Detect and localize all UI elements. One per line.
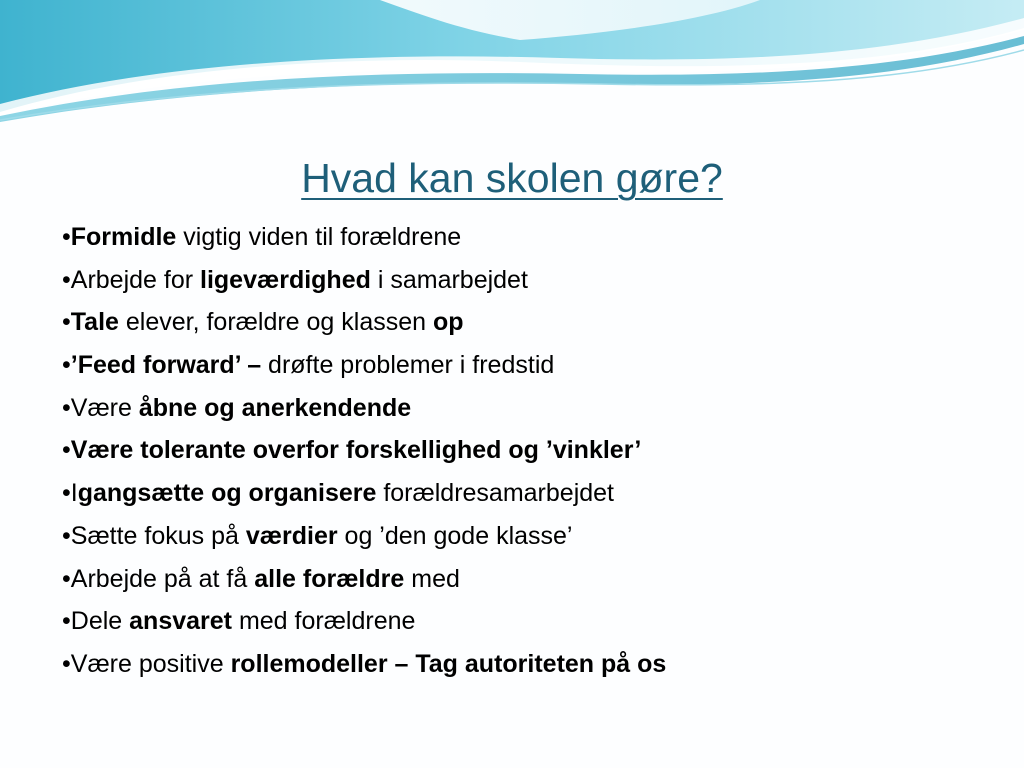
bullet-item [62, 259, 1002, 302]
bullet-icon: • [62, 436, 71, 465]
bullet-item [62, 515, 1002, 558]
bullet-icon: • [62, 607, 71, 636]
bullet-list [62, 216, 1002, 686]
bullet-icon: • [62, 393, 71, 422]
bullet-item [62, 600, 1002, 643]
bullet-text: Være positive [70, 649, 231, 678]
bullet-bold-text: værdier [245, 521, 338, 550]
bullet-icon: • [62, 308, 71, 337]
bullet-text: drøfte problemer i fredstid [261, 351, 555, 380]
bullet-item [62, 472, 1002, 515]
bullet-item [62, 344, 1002, 387]
bullet-icon: • [62, 564, 71, 593]
bullet-icon: • [62, 265, 71, 294]
bullet-text: Dele [70, 607, 130, 636]
bullet-text: Sætte fokus på [70, 521, 246, 550]
bullet-bold-text: åbne og anerkendende [138, 393, 412, 422]
wave-header-decoration [0, 0, 1024, 130]
bullet-icon: • [62, 521, 71, 550]
bullet-text: med [404, 564, 460, 593]
bullet-bold-text: ansvaret [129, 607, 232, 636]
bullet-text: Være [70, 393, 139, 422]
bullet-text: Arbejde på at få [70, 564, 255, 593]
bullet-bold-text: rollemodeller – Tag autoriteten på os [230, 649, 667, 678]
bullet-text: I [70, 479, 78, 508]
bullet-bold-text: op [433, 308, 464, 337]
bullet-text: forældresamarbejdet [376, 479, 615, 508]
bullet-bold-text: Tale [70, 308, 119, 337]
bullet-text: i samarbejdet [370, 265, 528, 294]
bullet-icon: • [62, 649, 71, 678]
bullet-item [62, 429, 1002, 472]
bullet-bold-text: gangsætte og organisere [77, 479, 377, 508]
bullet-icon: • [62, 351, 71, 380]
bullet-item [62, 387, 1002, 430]
slide-title-text: Hvad kan skolen gøre? [301, 155, 723, 201]
bullet-text: med forældrene [232, 607, 416, 636]
slide-title [0, 153, 1024, 203]
bullet-text: Arbejde for [70, 265, 201, 294]
bullet-text: og ’den gode klasse’ [337, 521, 573, 550]
bullet-item [62, 643, 1002, 686]
bullet-item [62, 301, 1002, 344]
bullet-bold-text: Formidle [70, 223, 177, 251]
bullet-bold-text: alle forældre [254, 564, 405, 593]
bullet-bold-text: Være tolerante overfor forskellighed og ’vinkler’ [70, 436, 642, 465]
bullet-icon: • [62, 223, 71, 251]
bullet-text: vigtig viden til forældrene [176, 223, 462, 251]
bullet-bold-text: ’Feed forward’ – [70, 351, 262, 380]
bullet-text: elever, forældre og klassen [118, 308, 433, 337]
bullet-icon: • [62, 479, 71, 508]
bullet-bold-text: ligeværdighed [200, 265, 371, 294]
bullet-item [62, 216, 1002, 259]
bullet-item [62, 558, 1002, 601]
